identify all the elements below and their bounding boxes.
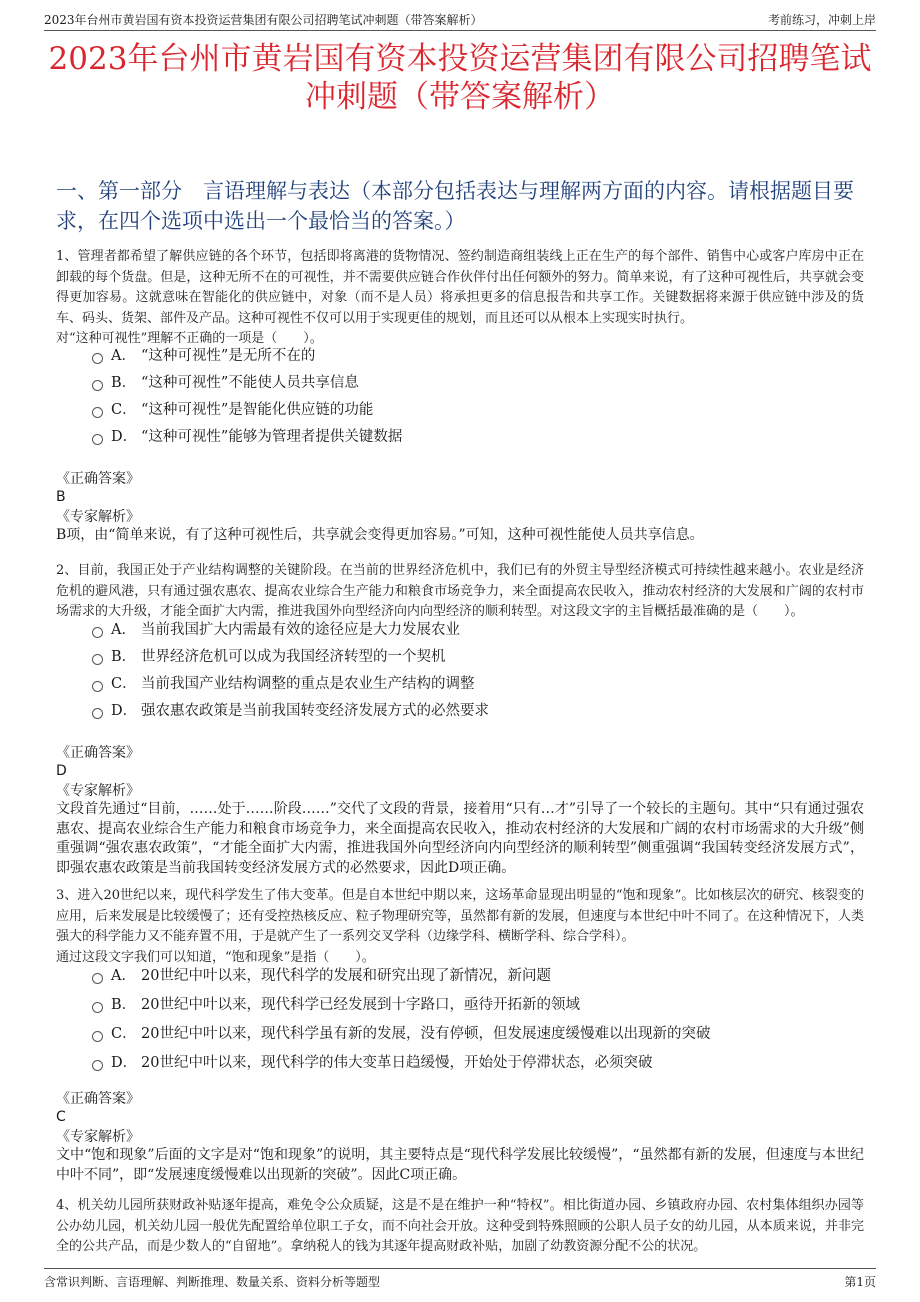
option-text: “这种可视性”不能使人员共享信息 <box>141 375 359 391</box>
option-text: “这种可视性”是智能化供应链的功能 <box>141 402 374 418</box>
option-d[interactable] <box>92 1049 880 1078</box>
analysis-label: 《专家解析》 <box>56 783 140 799</box>
option-d[interactable] <box>92 698 880 725</box>
option-d[interactable] <box>92 424 880 451</box>
option-text: “这种可视性”是无所不在的 <box>141 348 316 364</box>
option-letter: B． <box>111 997 137 1013</box>
option-c[interactable] <box>92 1020 880 1049</box>
option-letter: A． <box>111 348 136 364</box>
option-text: 20世纪中叶以来，现代科学已经发展到十字路口，亟待开拓新的领域 <box>141 997 580 1013</box>
answer-label: 《正确答案》 <box>56 1091 140 1107</box>
radio-icon[interactable] <box>92 681 103 692</box>
option-text: 20世纪中叶以来，现代科学虽有新的发展，没有停顿，但发展速度缓慢难以出现新的突破 <box>141 1026 711 1042</box>
analysis-label: 《专家解析》 <box>56 509 140 525</box>
option-text: 20世纪中叶以来，现代科学的发展和研究出现了新情况，新问题 <box>141 968 551 984</box>
header-slogan: 考前练习，冲刺上岸 <box>767 13 876 27</box>
option-b[interactable] <box>92 991 880 1020</box>
question-1-stem <box>56 247 864 350</box>
option-letter: A． <box>111 622 136 638</box>
header-title: 2023年台州市黄岩国有资本投资运营集团有限公司招聘笔试冲刺题（带答案解析） <box>44 13 483 27</box>
page-title: 2023年台州市黄岩国有资本投资运营集团有限公司招聘笔试冲刺题（带答案解析） <box>48 41 872 115</box>
answer-label: 《正确答案》 <box>56 471 140 487</box>
radio-icon[interactable] <box>92 708 103 719</box>
radio-icon[interactable] <box>92 1002 103 1013</box>
radio-icon[interactable] <box>92 973 103 984</box>
radio-icon[interactable] <box>92 1060 103 1071</box>
analysis-text: 文段首先通过“目前，……处于……阶段……”交代了文段的背景，接着用“只有…才”引导了一个较长的主题句。其中“只有通过强农惠农、提高农业综合生产能力和粮食市场竞争力，来全面提高农民收入，推动农村经济的大发展和广阔的农村市场需求的大升级”侧重强调“强农惠农政策”，“才能全面扩大内需，推进我国外向型经济向内向型经济的顺利转型”侧重强调“我国转变经济发展方式”，即强农惠农政策是当前我国转变经济发展方式的必然要求，因此D项正确。 <box>56 801 864 876</box>
radio-icon[interactable] <box>92 654 103 665</box>
option-text: 当前我国扩大内需最有效的途径应是大力发展农业 <box>141 622 460 638</box>
radio-icon[interactable] <box>92 1031 103 1042</box>
analysis-label: 《专家解析》 <box>56 1129 140 1145</box>
question-stem: 2、目前，我国正处于产业结构调整的关键阶段。在当前的世界经济危机中，我们已有的外贸主导型经济模式可持续性越来越小。农业是经济危机的避风港，只有通过强农惠农、提高农业综合生产能力和粮食市场竞争力，来全面提高农民收入，推动农村经济的大发展和广阔的农村市场需求的大升级，才能全面扩大内需，推进我国外向型经济向内向型经济的顺利转型。对这段文字的主旨概括最准确的是（ ）。 <box>56 563 864 619</box>
question-2-stem <box>56 561 864 623</box>
question-2-options <box>92 617 880 725</box>
option-letter: D． <box>111 703 138 719</box>
analysis-text: B项，由“简单来说，有了这种可视性后，共享就会变得更加容易。”可知，这种可视性能使人员共享信息。 <box>56 527 704 543</box>
option-letter: C． <box>111 676 137 692</box>
running-header <box>44 10 876 31</box>
option-a[interactable] <box>92 343 880 370</box>
answer-value: B <box>56 489 66 505</box>
question-3-stem <box>56 886 864 968</box>
analysis-text: 文中“饱和现象”后面的文字是对“饱和现象”的说明，其主要特点是“现代科学发展比较缓慢”，“虽然都有新的发展，但速度与本世纪中叶不同”，即“发展速度缓慢难以出现新的突破”。因此C项正确。 <box>56 1147 864 1183</box>
option-c[interactable] <box>92 671 880 698</box>
section-heading: 一、第一部分 言语理解与表达（本部分包括表达与理解两方面的内容。请根据题目要求，在四个选项中选出一个最恰当的答案。） <box>56 179 854 233</box>
option-a[interactable] <box>92 962 880 991</box>
page-footer <box>44 1268 876 1291</box>
option-a[interactable] <box>92 617 880 644</box>
question-prompt: 通过这段文字我们可以知道，“饱和现象”是指（ ）。 <box>56 949 375 965</box>
question-stem: 4、机关幼儿园所获财政补贴逐年提高，难免令公众质疑，这是不是在维护一种“特权”。相比街道办园、乡镇政府办园、农村集体组织办园等公办幼儿园，机关幼儿园一般优先配置给单位职工子女，而不向社会开放。这种受到特殊照顾的公职人员子女的幼儿园，从本质来说，并非完全的公共产品，而是少数人的“自留地”。拿纳税人的钱为其逐年提高财政补贴，加剧了幼教资源分配不公的状况。 <box>56 1198 864 1254</box>
answer-value: C <box>56 1109 66 1125</box>
option-text: 当前我国产业结构调整的重点是农业生产结构的调整 <box>141 676 475 692</box>
question-stem: 3、进入20世纪以来，现代科学发生了伟大变革。但是自本世纪中期以来，这场革命显现出明显的“饱和现象”。比如核层次的研究、核裂变的应用，后来发展是比较缓慢了；还有受控热核反应、粒子物理研究等，虽然都有新的发展，但速度与本世纪中叶不同了。在这种情况下，人类强大的科学能力又不能弃置不用，于是就产生了一系列交叉学科（边缘学科、横断学科、综合学科）。 <box>56 888 864 944</box>
question-4-stem <box>56 1196 864 1258</box>
answer-value: D <box>56 763 67 779</box>
radio-icon[interactable] <box>92 380 103 391</box>
question-1-options <box>92 343 880 451</box>
option-b[interactable] <box>92 644 880 671</box>
option-text: “这种可视性”能够为管理者提供关键数据 <box>141 429 403 445</box>
option-letter: C． <box>111 402 137 418</box>
option-letter: B． <box>111 649 137 665</box>
option-c[interactable] <box>92 397 880 424</box>
page-number: 第1页 <box>844 1275 876 1289</box>
radio-icon[interactable] <box>92 434 103 445</box>
option-letter: A． <box>111 968 136 984</box>
option-letter: D． <box>111 1055 138 1071</box>
footer-description: 含常识判断、言语理解、判断推理、数量关系、资料分析等题型 <box>44 1275 381 1289</box>
question-stem: 1、管理者都希望了解供应链的各个环节，包括即将离港的货物情况、签约制造商组装线上正在生产的每个部件、销售中心或客户库房中正在卸载的每个货盘。但是，这种无所不在的可视性，并不需要供应链合作伙伴付出任何额外的努力。简单来说，有了这种可视性后，共享就会变得更加容易。这就意味在智能化的供应链中，对象（而不是人员）将承担更多的信息报告和共享工作。关键数据将来源于供应链中涉及的货车、码头、货架、部件及产品。这种可视性不仅可以用于实现更佳的规划，而且还可以从根本上实现实时执行。 <box>56 249 864 326</box>
option-text: 世界经济危机可以成为我国经济转型的一个契机 <box>141 649 446 665</box>
radio-icon[interactable] <box>92 627 103 638</box>
option-letter: C． <box>111 1026 137 1042</box>
question-prompt: 对“这种可视性”理解不正确的一项是（ ）。 <box>56 331 323 346</box>
radio-icon[interactable] <box>92 353 103 364</box>
option-b[interactable] <box>92 370 880 397</box>
option-text: 强农惠农政策是当前我国转变经济发展方式的必然要求 <box>141 703 489 719</box>
question-3-options <box>92 962 880 1078</box>
option-letter: B． <box>111 375 137 391</box>
option-text: 20世纪中叶以来，现代科学的伟大变革日趋缓慢，开始处于停滞状态，必须突破 <box>141 1055 653 1071</box>
answer-label: 《正确答案》 <box>56 745 140 761</box>
radio-icon[interactable] <box>92 407 103 418</box>
option-letter: D． <box>111 429 138 445</box>
